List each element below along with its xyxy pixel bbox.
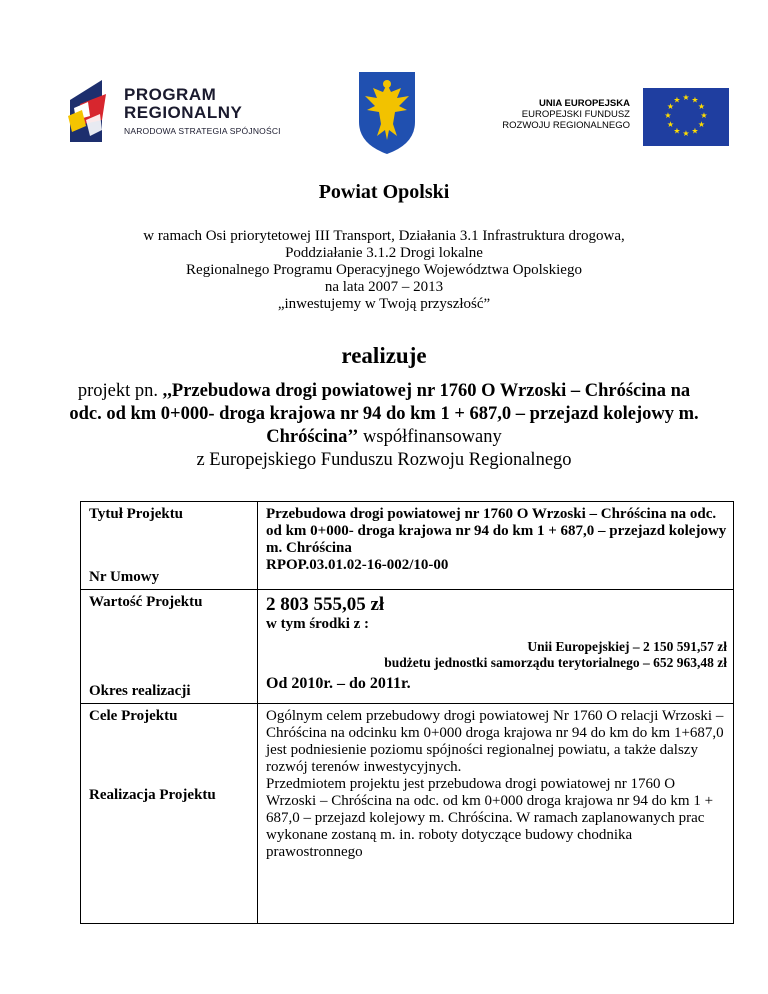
intro-line: „inwestujemy w Twoją przyszłość” <box>277 296 491 312</box>
value-including: w tym środki z : <box>266 616 370 632</box>
table-row <box>81 590 734 704</box>
impl-label: Realizacja Projektu <box>89 787 216 803</box>
impl-value: Przedmiotem projektu jest przebudowa drogi powiatowej nr 1760 O Wrzoski – Chróścina na odc. od km 0+000 droga krajowa nr 94 do km 1 + 687,0 – przejazd kolejowy m. Chróścina. W ramach zaplanowanych prac wykonane zostaną m. in. roboty dotyczące budowy chodnika prawostronnego <box>266 776 714 860</box>
svg-text:★: ★ <box>691 95 699 105</box>
svg-text:★: ★ <box>700 111 708 120</box>
period-label: Okres realizacji <box>89 683 191 699</box>
label-cell <box>81 502 258 590</box>
eu-text <box>502 98 630 131</box>
table-row <box>81 704 734 924</box>
title-value: Przebudowa drogi powiatowej nr 1760 O Wrzoski – Chróścina na odc. od km 0+000- droga krajowa nr 94 do km 1 + 687,0 – przejazd kolejowy m. Chróścina <box>266 506 727 556</box>
table-row <box>81 502 734 590</box>
value-cell <box>258 704 734 924</box>
title-label: Tytuł Projektu <box>89 506 184 522</box>
intro-text <box>0 228 768 313</box>
eu-line2: EUROPEJSKI FUNDUSZ <box>521 109 630 120</box>
program-line2: REGIONALNY <box>124 103 243 122</box>
svg-text:★: ★ <box>697 102 706 111</box>
value-cell <box>258 590 734 704</box>
coat-of-arms-eagle-icon <box>357 70 417 156</box>
program-line1: PROGRAM <box>124 85 217 104</box>
label-cell <box>81 704 258 924</box>
project-info-table <box>80 501 734 924</box>
svg-text:★: ★ <box>691 126 699 136</box>
project-name: ,,Przebudowa drogi powiatowej nr 1760 O Wrzoski – Chróścina na odc. od km 0+000- droga krajowa nr 94 do km 1 + 687,0 – przejazd kolejowy m. Chróścina’’ <box>69 381 699 447</box>
value-label: Wartość Projektu <box>89 594 203 610</box>
svg-text:★: ★ <box>682 93 690 102</box>
value-cell <box>258 502 734 590</box>
contract-value: RPOP.03.01.02-16-002/10-00 <box>266 557 449 573</box>
eu-funds: Unii Europejskiej – 2 150 591,57 zł <box>527 639 727 654</box>
project-prefix: projekt pn. <box>77 381 159 401</box>
goals-value: Ogólnym celem przebudowy drogi powiatowej Nr 1760 O relacji Wrzoski – Chróścina na odcinku km 0+000 droga krajowa nr 94 do km do km 1+687,0 jest podniesienie poziomu spójności regionalnej powiatu, a także dalszy rozwój terenów inwestycyjnych. <box>266 708 724 775</box>
intro-line: w ramach Osi priorytetowej III Transport, Działania 3.1 Infrastruktura drogowa, <box>143 228 625 244</box>
realizuje-heading: realizuje <box>341 343 427 368</box>
eu-flag-icon <box>643 88 729 146</box>
intro-line: Poddziałanie 3.1.2 Drogi lokalne <box>285 245 483 261</box>
svg-text:★: ★ <box>697 120 706 129</box>
label-cell <box>81 590 258 704</box>
program-regionalny-text <box>124 86 281 136</box>
goals-label: Cele Projektu <box>89 708 178 724</box>
eu-line3: ROZWOJU REGIONALNEGO <box>502 120 630 131</box>
period-value: Od 2010r. – do 2011r. <box>266 675 411 692</box>
svg-text:★: ★ <box>673 95 681 105</box>
program-regionalny-logo-icon <box>66 80 130 142</box>
project-suffix: współfinansowany <box>363 427 502 447</box>
svg-text:★: ★ <box>673 126 681 136</box>
project-suffix-2: z Europejskiego Funduszu Rozwoju Regionalnego <box>196 450 572 470</box>
svg-text:★: ★ <box>666 120 675 129</box>
svg-text:★: ★ <box>666 102 675 111</box>
local-funds: budżetu jednostki samorządu terytorialnego – 652 963,48 zł <box>384 655 727 670</box>
page-title: Powiat Opolski <box>318 181 450 203</box>
contract-label: Nr Umowy <box>89 569 160 585</box>
project-description <box>60 380 708 472</box>
svg-text:★: ★ <box>664 111 672 120</box>
logo-bar <box>0 70 768 160</box>
intro-line: na lata 2007 – 2013 <box>324 279 444 295</box>
intro-line: Regionalnego Programu Operacyjnego Województwa Opolskiego <box>186 262 582 278</box>
value-amount: 2 803 555,05 zł <box>266 594 385 615</box>
program-subtitle: NARODOWA STRATEGIA SPÓJNOŚCI <box>124 126 281 136</box>
svg-text:★: ★ <box>682 129 690 138</box>
eu-line1: UNIA EUROPEJSKA <box>539 98 630 109</box>
